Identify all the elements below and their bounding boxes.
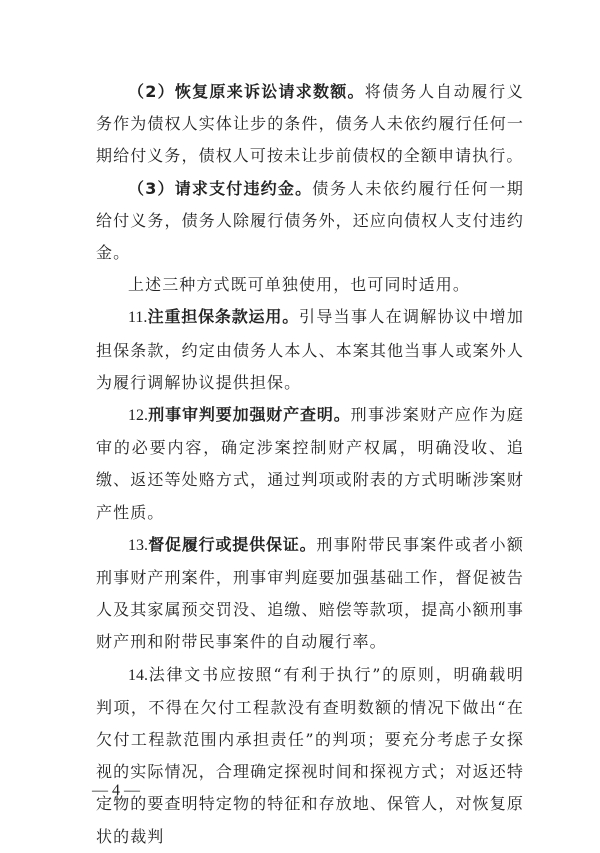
paragraph-heading: 督促履行或提供保证。 <box>148 534 317 554</box>
paragraph-item-14 <box>96 659 524 853</box>
paragraph-text: 引导当事人在调解协议中增加担保条款，约定由债务人本人、本案其他当事人或案外人为履行调解协议提供担保。 <box>96 307 524 392</box>
item-number: 13. <box>128 536 148 554</box>
paragraph-item-12 <box>96 399 524 529</box>
document-body <box>96 76 524 853</box>
paragraph-text: 刑事附带民事案件或者小额刑事财产刑案件，刑事审判庭要加强基础工作，督促被告人及其家属预交罚没、追缴、赔偿等款项，提高小额刑事财产刑和附带民事案件的自动履行率。 <box>96 534 524 652</box>
paragraph-heading: 刑事审判要加强财产查明。 <box>148 405 351 425</box>
paragraph-heading: （3）请求支付违约金。 <box>128 178 313 198</box>
item-number: 14. <box>128 666 148 684</box>
paragraph-heading: （2）恢复原来诉讼请求数额。 <box>128 82 365 101</box>
item-number: 12. <box>128 407 148 425</box>
paragraph-text: 债务人未依约履行任何一期给付义务，债务人除履行债务外，还应向债权人支付违约金。 <box>96 178 524 263</box>
paragraph-item-13 <box>96 529 524 659</box>
paragraph-item-11 <box>96 301 524 399</box>
paragraph-restore-claim-amount <box>96 76 524 173</box>
paragraph-text: 法律文书应按照“有利于执行”的原则，明确载明判项，不得在欠付工程款没有查明数额的情况下做出“在欠付工程款范围内承担责任”的判项；要充分考虑子女探视的实际情况，合理确定探视时间和探视方式；对返还特定物的要查明特定物的特征和存放地、保管人，对恢复原状的裁判 <box>96 664 524 846</box>
paragraph-text: 上述三种方式既可单独使用，也可同时适用。 <box>128 275 471 295</box>
paragraph-liquidated-damages <box>96 173 524 270</box>
paragraph-heading: 注重担保条款运用。 <box>147 307 300 327</box>
item-number: 11. <box>128 309 148 327</box>
paragraph-text: 刑事涉案财产应作为庭审的必要内容，确定涉案控制财产权属，明确没收、追缴、返还等处赂方式，通过判项或附表的方式明晰涉案财产性质。 <box>96 405 524 522</box>
page-number: — 4 — <box>92 782 140 799</box>
paragraph-summary <box>96 269 524 301</box>
paragraph-text: 将债务人自动履行义务作为债权人实体让步的条件，债务人未依约履行任何一期给付义务，债权人可按未让步前债权的全额申请执行。 <box>96 82 524 166</box>
